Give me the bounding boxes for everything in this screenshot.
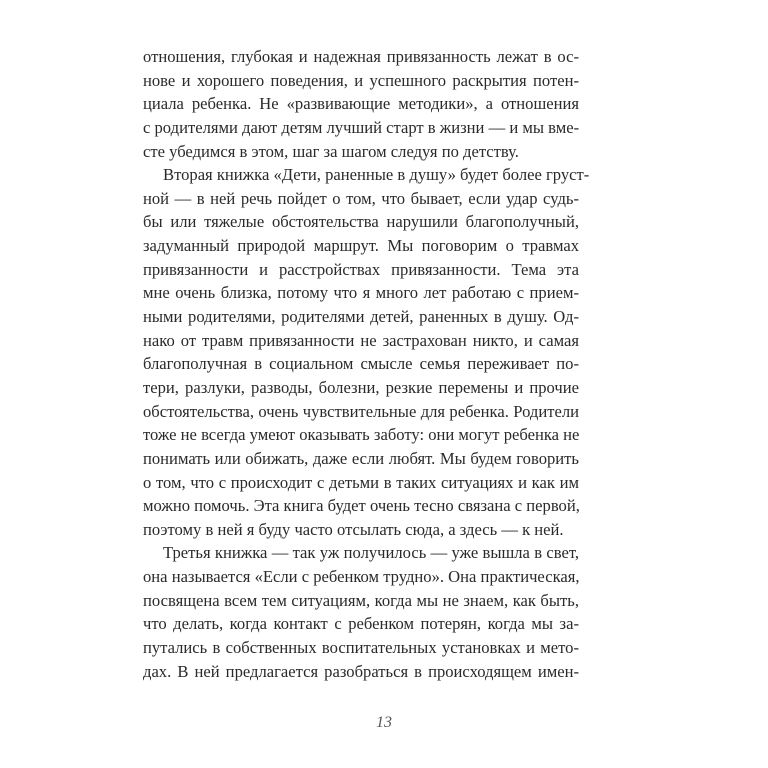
text-line: путались в собственных воспитательных установках и мето-: [143, 638, 579, 658]
text-line: с родителями дают детям лучший старт в жизни — и мы вме-: [143, 117, 580, 137]
text-line: можно помочь. Эта книга будет очень тесно связана с первой,: [143, 496, 580, 516]
body-text: [143, 45, 590, 683]
text-line: задуманный природой маршрут. Мы поговорим о травмах: [143, 236, 579, 256]
text-line: она называется «Если с ребенком трудно». Она практическая,: [143, 567, 580, 587]
text-line: нове и хорошего поведения, и успешного раскрытия потен-: [143, 70, 579, 90]
text-line: отношения, глубокая и надежная привязанность лежат в ос-: [143, 47, 579, 66]
paragraph-2: [143, 163, 590, 541]
text-line: тери, разлуки, разводы, болезни, резкие перемены и прочие: [143, 377, 579, 397]
text-line: Третья книжка — так уж получилось — уже вышла в свет,: [163, 543, 579, 563]
text-line: благополучная в социальном смысле семья переживает по-: [143, 354, 579, 374]
text-line: посвящена всем тем ситуациям, когда мы не знаем, как быть,: [143, 590, 579, 610]
text-line: ной — в ней речь пойдет о том, что бывает, если удар судь-: [143, 188, 579, 208]
paragraph-3: [143, 541, 579, 683]
text-line: поэтому в ней я буду часто отсылать сюда, а здесь — к ней.: [143, 519, 564, 539]
text-line: сте убедимся в этом, шаг за шагом следуя по детству.: [143, 141, 519, 161]
text-line: привязанности и расстройствах привязанности. Тема эта: [143, 259, 579, 279]
text-line: ными родителями, родителями детей, раненных в душу. Од-: [143, 307, 579, 327]
page-number: 13: [376, 714, 392, 731]
text-line: тоже не всегда умеют оказывать заботу: они могут ребенка не: [143, 425, 580, 445]
text-line: Вторая книжка «Дети, раненные в душу» будет более груст-: [163, 165, 590, 185]
text-line: что делать, когда контакт с ребенком потерян, когда мы за-: [143, 614, 579, 634]
paragraph-1: [143, 45, 579, 163]
text-line: понимать или обижать, даже если любят. Мы будем говорить: [143, 448, 579, 468]
text-line: нако от травм привязанности не застрахован никто, и самая: [143, 330, 579, 350]
text-line: бы или тяжелые обстоятельства нарушили благополучный,: [143, 212, 579, 232]
text-line: обстоятельства, очень чувствительные для ребенка. Родители: [143, 401, 579, 421]
text-line: о том, что с происходит с детьми в таких ситуациях и как им: [143, 472, 579, 492]
text-line: мне очень близка, потому что я много лет работаю с прием-: [143, 283, 579, 303]
text-line: дах. В ней предлагается разобраться в происходящем имен-: [143, 661, 579, 681]
text-line: циала ребенка. Не «развивающие методики», а отношения: [143, 94, 579, 114]
